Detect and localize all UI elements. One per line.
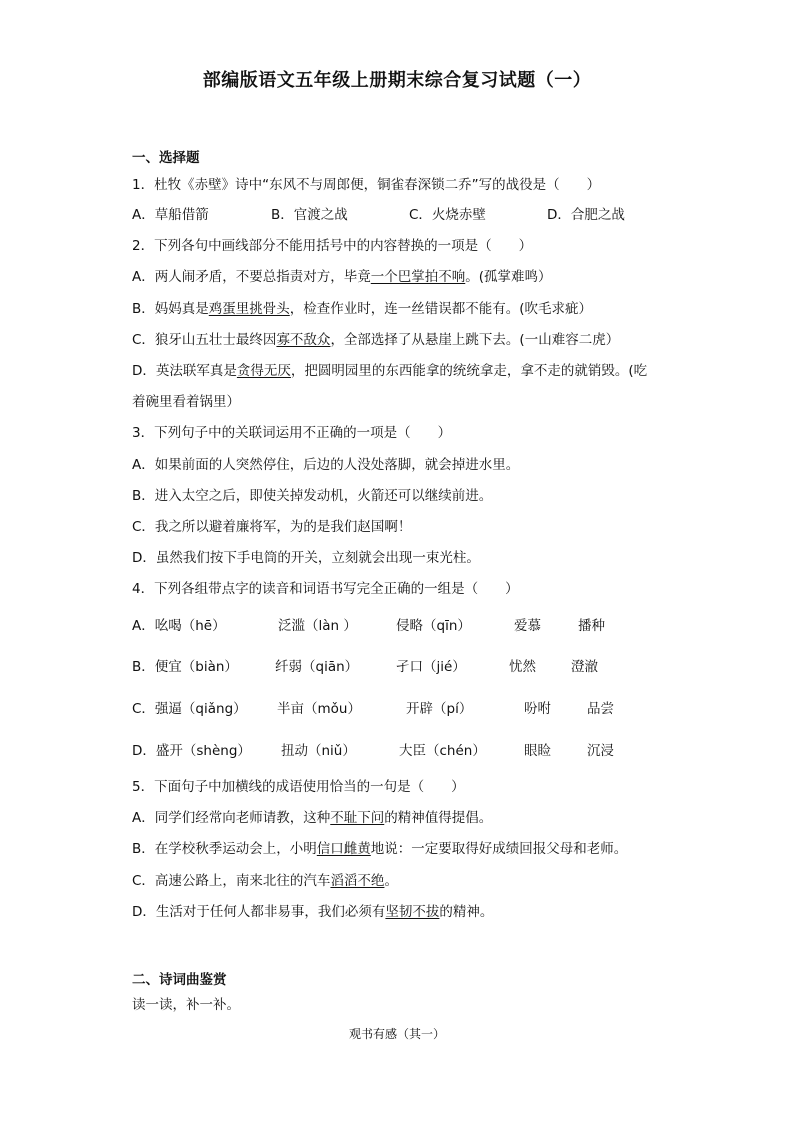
q4-b-word-4: 忧然: [509, 659, 536, 675]
question-1-stem: 1．杜牧《赤壁》诗中“东风不与周郎便，铜雀春深锁二乔”写的战役是（ ）: [132, 177, 601, 193]
section-heading-poetry: 二、诗词曲鉴赏: [132, 972, 227, 988]
question-3-stem: 3．下列句子中的关联词运用不正确的一项是（ ）: [132, 425, 452, 441]
underlined-phrase: 寡不敌众: [276, 332, 331, 348]
underlined-phrase: 滔滔不绝: [330, 873, 385, 889]
option-text: B．在学校秋季运动会上，小明: [132, 841, 317, 857]
underlined-phrase: 贪得无厌: [236, 363, 291, 379]
option-text: B．妈妈真是: [132, 301, 209, 317]
underlined-phrase: 一个巴掌拍不响: [370, 269, 466, 285]
option-text: ，全部选择了从悬崖上跳下去。(一山难容二虎）: [330, 332, 620, 348]
q4-c-word-2: 半亩（mǒu）: [277, 701, 361, 717]
q3-option-b: B．进入太空之后，即使关掉发动机，火箭还可以继续前进。: [132, 488, 493, 504]
question-4-stem: 4．下列各组带点字的读音和词语书写完全正确的一组是（ ）: [132, 581, 519, 597]
q3-option-c: C．我之所以避着廉将军，为的是我们赵国啊！: [132, 519, 412, 535]
underlined-phrase: 坚韧不拔: [385, 904, 440, 920]
option-text: D．英法联军真是: [132, 363, 237, 379]
q4-c-word-1: C．强逼（qiǎng）: [132, 701, 247, 717]
q1-option-a: A．草船借箭: [132, 207, 209, 223]
q4-a-word-1: A．吆喝（hē）: [132, 618, 226, 634]
option-text: 。: [384, 873, 398, 889]
underlined-phrase: 不耻下问: [330, 810, 385, 826]
option-text: ，检查作业时，连一丝错误都不能有。(吹毛求疵）: [289, 301, 593, 317]
q1-option-b: B．官渡之战: [271, 207, 348, 223]
underlined-phrase: 鸡蛋里挑骨头: [208, 301, 290, 317]
q2-option-c: [132, 328, 619, 348]
q4-b-word-3: 孑口（jié）: [396, 659, 466, 675]
q4-c-word-4: 吩咐: [524, 701, 551, 717]
q4-d-word-2: 扭动（niǔ）: [281, 743, 356, 759]
q2-option-d-continued: 着碗里看着锅里）: [132, 394, 240, 410]
section-heading-choice: 一、选择题: [132, 150, 200, 166]
question-5-stem: 5．下面句子中加横线的成语使用恰当的一句是（ ）: [132, 779, 465, 795]
option-text: C．狼牙山五壮士最终因: [132, 332, 277, 348]
option-text: A．两人闹矛盾，不要总指责对方，毕竟: [132, 269, 371, 285]
q2-option-a: [132, 265, 552, 285]
underlined-phrase: 信口雌黄: [316, 841, 371, 857]
page-title: 部编版语文五年级上册期末综合复习试题（一）: [202, 70, 592, 91]
option-text: 地说：一定要取得好成绩回报父母和老师。: [370, 841, 628, 857]
q1-option-c: C．火烧赤壁: [409, 207, 486, 223]
option-text: 的精神值得提倡。: [384, 810, 493, 826]
page-footer: 观书有感（其一）: [348, 1027, 445, 1041]
option-text: ，把圆明园里的东西能拿的统统拿走，拿不走的就销毁。(吃: [290, 363, 648, 379]
q3-option-d: D．虽然我们按下手电筒的开关，立刻就会出现一束光柱。: [132, 550, 480, 566]
q5-option-d: [132, 900, 493, 920]
q5-option-a: [132, 806, 492, 826]
section-2-instruction: 读一读，补一补。: [132, 997, 240, 1013]
q4-b-word-2: 纤弱（qiān）: [275, 659, 359, 675]
q4-a-word-3: 侵略（qīn）: [396, 618, 471, 634]
q4-d-word-1: D．盛开（shèng）: [132, 743, 251, 759]
q2-option-d: [132, 359, 647, 379]
option-text: D．生活对于任何人都非易事，我们必须有: [132, 904, 386, 920]
q5-option-b: [132, 837, 627, 857]
q5-option-c: [132, 869, 398, 889]
q4-a-word-4: 爱慕: [514, 618, 541, 634]
q3-option-a: A．如果前面的人突然停住，后边的人没处落脚，就会掉进水里。: [132, 457, 520, 473]
q4-d-word-4: 眼睑: [524, 743, 551, 759]
q1-option-d: D．合肥之战: [547, 207, 625, 223]
q4-a-word-2: 泛滥（làn ）: [278, 618, 357, 634]
option-text: 。(孤掌难鸣）: [465, 269, 552, 285]
option-text: A．同学们经常向老师请教，这种: [132, 810, 331, 826]
q2-option-b: [132, 297, 592, 317]
q4-d-word-3: 大臣（chén）: [399, 743, 486, 759]
q4-b-word-1: B．便宜（biàn）: [132, 659, 238, 675]
q4-c-word-5: 品尝: [587, 701, 614, 717]
q4-b-word-5: 澄澈: [571, 659, 598, 675]
q4-a-word-5: 播种: [578, 618, 605, 634]
q4-d-word-5: 沉浸: [587, 743, 614, 759]
option-text: 的精神。: [439, 904, 494, 920]
option-text: C．高速公路上，南来北往的汽车: [132, 873, 331, 889]
question-2-stem: 2．下列各句中画线部分不能用括号中的内容替换的一项是（ ）: [132, 238, 533, 254]
q4-c-word-3: 开辟（pí）: [406, 701, 473, 717]
